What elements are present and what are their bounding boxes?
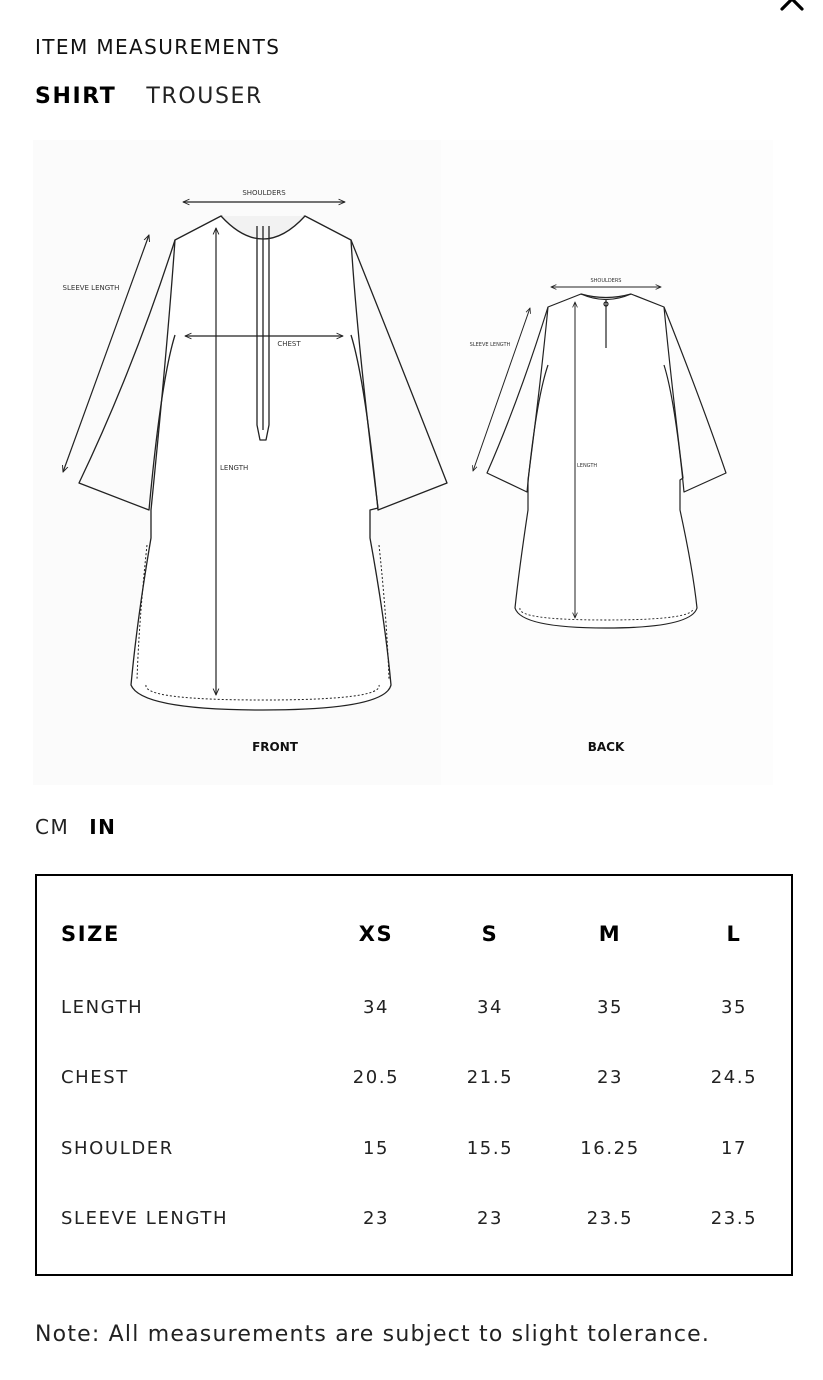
back-caption: BACK bbox=[587, 740, 625, 754]
table-cell: 23 bbox=[476, 1208, 504, 1229]
table-cell: 20.5 bbox=[352, 1067, 400, 1088]
unit-cm-button[interactable]: CM bbox=[35, 815, 70, 839]
unit-toggle bbox=[35, 815, 116, 839]
table-cell: 23 bbox=[596, 1067, 624, 1088]
back-label-length: LENGTH bbox=[577, 463, 598, 469]
table-cell: 16.25 bbox=[580, 1138, 640, 1159]
table-cell: 35 bbox=[596, 997, 624, 1018]
table-cell: 35 bbox=[720, 997, 748, 1018]
front-label-shoulders: SHOULDERS bbox=[242, 189, 286, 197]
table-row bbox=[37, 1058, 791, 1098]
header-m: M bbox=[598, 922, 622, 946]
back-label-shoulders: SHOULDERS bbox=[590, 278, 622, 284]
garment-sketch bbox=[33, 140, 773, 785]
measurement-diagram bbox=[33, 140, 773, 785]
table-cell: 15.5 bbox=[466, 1138, 514, 1159]
close-icon bbox=[779, 0, 805, 12]
unit-in-button[interactable]: IN bbox=[89, 815, 117, 839]
table-cell: 23 bbox=[362, 1208, 390, 1229]
size-table bbox=[35, 874, 793, 1276]
tab-trouser[interactable]: TROUSER bbox=[146, 84, 263, 109]
table-row bbox=[37, 1199, 791, 1239]
table-row bbox=[37, 988, 791, 1028]
table-row bbox=[37, 1129, 791, 1169]
header-s: S bbox=[481, 922, 499, 946]
header-l: L bbox=[726, 922, 742, 946]
table-cell: 15 bbox=[362, 1138, 390, 1159]
row-label: SHOULDER bbox=[61, 1138, 174, 1159]
close-button[interactable] bbox=[772, 0, 812, 12]
tolerance-note: Note: All measurements are subject to slight tolerance. bbox=[35, 1322, 711, 1347]
garment-tabs bbox=[35, 84, 263, 109]
back-label-sleeve-length: SLEEVE LENGTH bbox=[469, 342, 511, 348]
table-header-row bbox=[37, 914, 791, 954]
tab-shirt[interactable]: SHIRT bbox=[35, 84, 117, 109]
table-cell: 34 bbox=[362, 997, 390, 1018]
header-xs: XS bbox=[358, 922, 394, 946]
table-cell: 21.5 bbox=[466, 1067, 514, 1088]
table-cell: 23.5 bbox=[710, 1208, 758, 1229]
front-label-chest: CHEST bbox=[277, 340, 301, 348]
front-caption: FRONT bbox=[252, 740, 298, 754]
table-cell: 23.5 bbox=[586, 1208, 634, 1229]
table-cell: 24.5 bbox=[710, 1067, 758, 1088]
page-title: ITEM MEASUREMENTS bbox=[35, 35, 281, 59]
row-label: CHEST bbox=[61, 1067, 129, 1088]
row-label: LENGTH bbox=[61, 997, 144, 1018]
front-label-sleeve-length: SLEEVE LENGTH bbox=[62, 284, 120, 292]
row-label: SLEEVE LENGTH bbox=[61, 1208, 229, 1229]
front-label-length: LENGTH bbox=[220, 464, 249, 472]
table-cell: 34 bbox=[476, 997, 504, 1018]
header-size: SIZE bbox=[61, 922, 120, 946]
table-cell: 17 bbox=[720, 1138, 748, 1159]
